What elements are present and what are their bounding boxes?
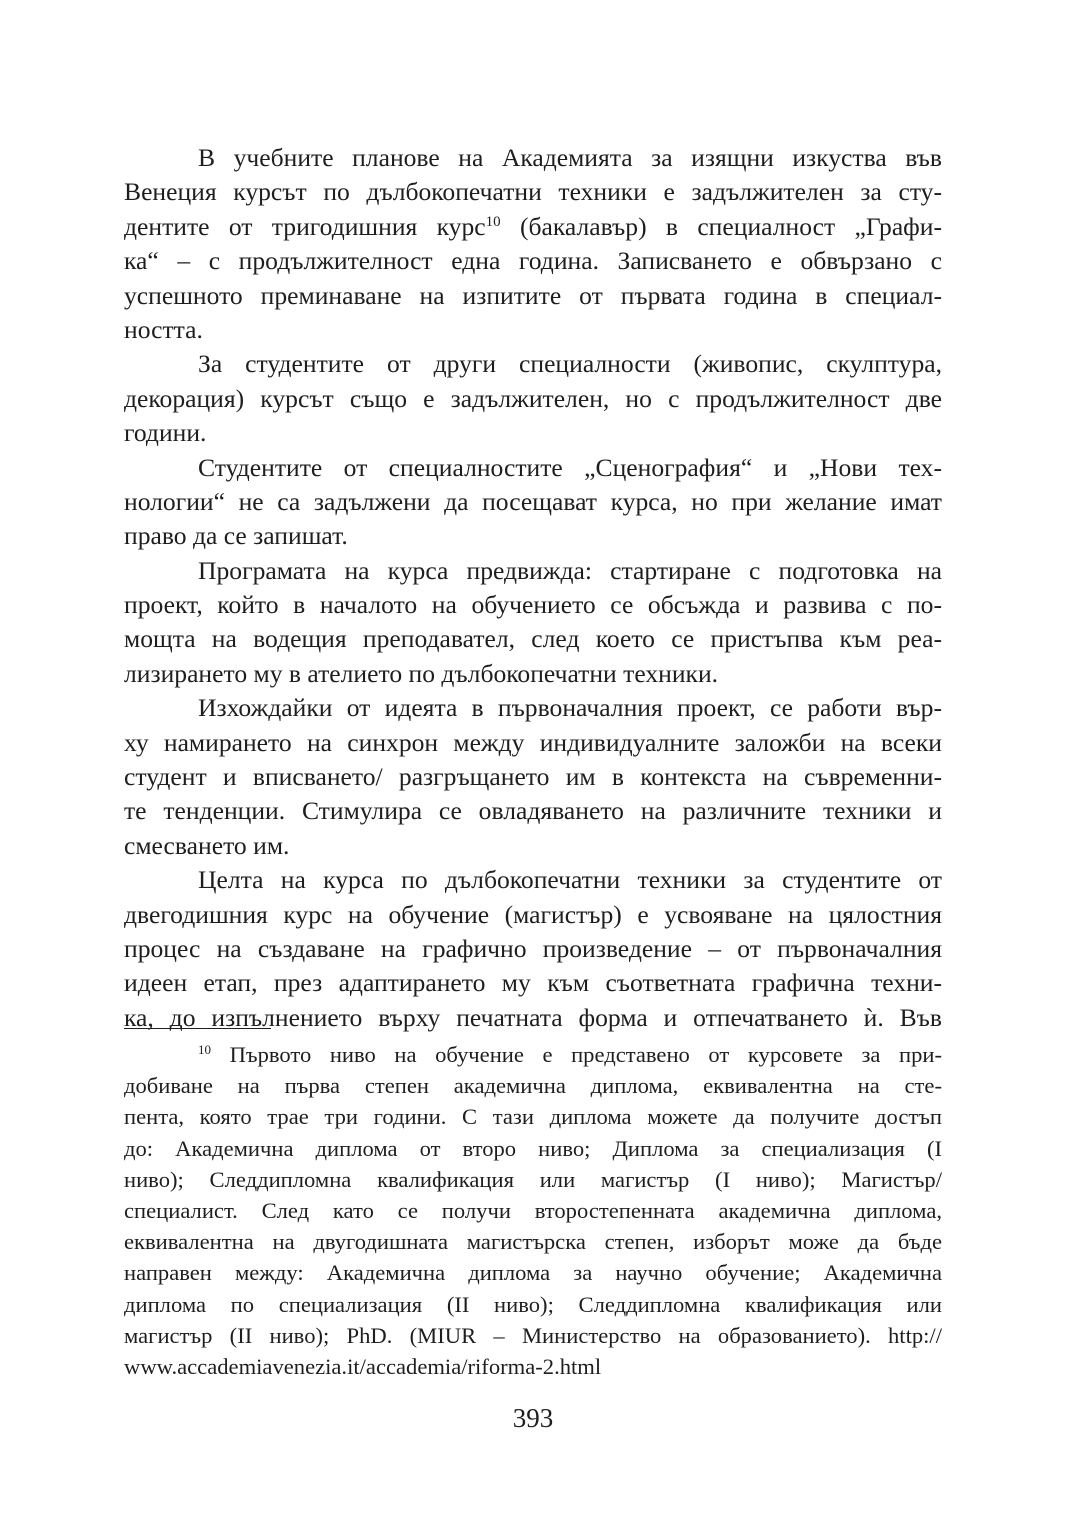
footnote-line: специалист. След като се получи второстепенната академична диплома, (124, 1197, 942, 1223)
text-line: процес на създаване на графично произведение – от първоначалния (124, 933, 942, 963)
main-text (124, 141, 942, 1035)
text-line: Изхождайки от идеята в първоначалния проект, се работи вър- (198, 693, 942, 723)
book-page (124, 0, 942, 1532)
footnote-divider (124, 1028, 271, 1029)
text-line: ху намирането на синхрон между индивидуалните заложби на всеки (124, 727, 942, 757)
text-fragment: Първото ниво на обучение е представено от курсовете за при- (211, 1042, 942, 1067)
text-line: декорация) курсът също е задължителен, но с продължителност две (124, 383, 942, 413)
footnote (124, 1039, 942, 1382)
text-line: право да се запишат. (124, 521, 348, 551)
text-line: лизирането му в ателието по дълбокопечатни техники. (124, 658, 719, 688)
text-line: За студентите от други специалности (живопис, скулптура, (198, 349, 942, 379)
text-line: ността. (124, 314, 203, 344)
text-line: проект, който в началото на обучението се обсъжда и развива с по- (124, 590, 942, 620)
footnote-line: диплома по специализация (II ниво); Следдипломна квалификация или (124, 1291, 942, 1317)
text-line: смесването им. (124, 830, 290, 860)
text-line (124, 210, 942, 244)
text-line: Целта на курса по дълбокопечатни техники за студентите от (198, 865, 942, 895)
footnote-line: до: Академична диплома от второ ниво; Диплома за специализация (I (124, 1135, 942, 1161)
text-fragment: (бакалавър) в специалност „Графи- (500, 211, 942, 241)
text-line: двегодишния курс на обучение (магистър) е усвояване на цялостния (124, 899, 942, 929)
text-line: идеен етап, през адаптирането му към съответната графична техни- (124, 968, 942, 998)
text-line: ка, до изпълнението върху печатната форма и отпечатването ѝ. Във (124, 1002, 942, 1032)
footnote-url[interactable]: www.accademiavenezia.it/accademia/riforma-2.html (124, 1353, 602, 1379)
text-line: успешното преминаване на изпитите от първата година в специал- (124, 280, 942, 310)
footnote-line: ниво); Следдипломна квалификация или магистър (I ниво); Магистър/ (124, 1166, 942, 1192)
text-line: ка“ – с продължителност една година. Записването е обвързано с (124, 246, 942, 276)
text-line: те тенденции. Стимулира се овладяването на различните техники и (124, 796, 942, 826)
text-fragment: дентите от тригодишния курс (124, 211, 486, 241)
footnote-line: магистър (II ниво); PhD. (MIUR – Министерство на образованието). http:// (124, 1322, 942, 1348)
text-line: Венеция курсът по дълбокопечатни техники е задължителен за сту- (124, 177, 942, 207)
footnote-line: добиване на първа степен академична диплома, еквивалентна на сте- (124, 1073, 942, 1099)
text-line: студент и вписването/ разгръщането им в контекста на съвременни- (124, 762, 942, 792)
footnote-line: еквивалентна на двугодишната магистърска степен, изборът може да бъде (124, 1229, 942, 1255)
footnote-marker: 10 (198, 1042, 211, 1057)
text-line: нологии“ не са задължени да посещават курса, но при желание имат (124, 486, 942, 516)
text-line: мощта на водещия преподавател, след което се пристъпва към реа- (124, 624, 942, 654)
footnote-reference[interactable]: 10 (485, 213, 501, 230)
footnote-line: направен между: Академична диплома за научно обучение; Академична (124, 1260, 942, 1286)
footnote-line: пента, която трае три години. С тази диплома можете да получите достъп (124, 1104, 942, 1130)
text-line: В учебните планове на Академията за изящни изкуства във (198, 143, 942, 172)
text-line: години. (124, 418, 207, 448)
page-number: 393 (512, 1403, 554, 1433)
text-line: Програмата на курса предвижда: стартиране с подготовка на (198, 555, 942, 585)
footnote-line (124, 1039, 942, 1070)
text-line: Студентите от специалностите „Сценография“ и „Нови тех- (198, 452, 942, 482)
